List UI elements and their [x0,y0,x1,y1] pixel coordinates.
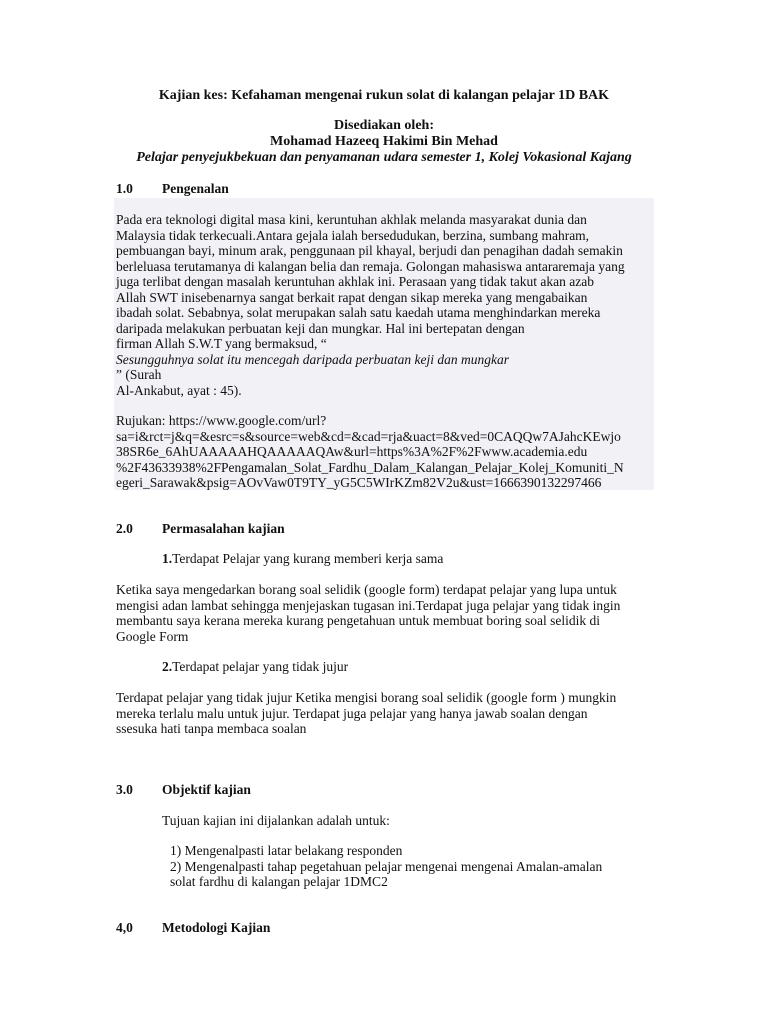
intro-line: ibadah solat. Sebabnya, solat merupakan salah satu kaedah utama menghindarkan mereka [116,305,601,320]
section-1-heading [116,181,229,197]
section-title: Objektif kajian [162,782,251,797]
problem-2-paragraph [116,690,654,737]
section-3-heading [116,782,251,798]
document-title: Kajian kes: Kefahaman mengenai rukun solat di kalangan pelajar 1D BAK [158,88,610,103]
section-number: 1.0 [116,181,133,196]
problem-number: 1. [162,551,173,566]
intro-line: ” (Surah [116,367,162,382]
intro-line: Malaysia tidak terkecuali.Antara gejala ialah bersedudukan, berzina, sumbang mahram, [116,227,590,243]
section-4-heading [116,920,270,936]
intro-line: Pada era teknologi digital masa kini, keruntuhan akhlak melanda masyarakat dunia dan [116,212,587,227]
problem-line: Google Form [116,628,189,644]
section-title: Permasalahan kajian [162,521,285,536]
objective-item: 1) Mengenalpasti latar belakang responden [170,843,403,858]
intro-line: pembuangan bayi, minum arak, penggunaan pil khayal, berjudi dan penagihan dadah semakin [116,243,623,258]
problem-line: mengisi adan lambat sehingga menjejaskan tugasan ini.Terdapat juga pelajar yang tidak ingin [116,597,621,613]
problem-line: ssesuka hati tanpa membaca soalan [116,721,307,736]
reference-line: sa=i&rct=j&q=&esrc=s&source=web&cd=&cad=rja&uact=8&ved=0CAQQw7AJahcKEwjo [116,428,621,444]
objective-item: solat fardhu di kalangan pelajar 1DMC2 [170,874,388,889]
objective-item: 2) Mengenalpasti tahap pegetahuan pelajar mengenai mengenai Amalan-amalan [170,858,603,874]
intro-line: berleluasa terutamanya di kalangan belia dan remaja. Golongan mahasiswa antararemaja yang [116,258,625,274]
problem-line: mereka terlalu malu untuk jujur. Terdapat juga pelajar yang hanya jawab soalan dengan [116,705,588,721]
problem-line: Terdapat pelajar yang tidak jujur Ketika mengisi borang soal selidik (google form ) mungkin [116,690,617,705]
problem-line: Ketika saya mengedarkan borang soal selidik (google form) terdapat pelajar yang lupa untuk [116,582,617,597]
intro-line: daripada melakukan perbuatan keji dan mungkar. Hal ini bertepatan dengan [116,320,525,336]
reference-line: Rujukan: https://www.google.com/url? [116,413,327,428]
problem-1-title [162,551,443,567]
problem-1-paragraph [116,582,654,644]
intro-line: Allah SWT inisebenarnya sangat berkait rapat dengan sikap mereka yang mengabaikan [116,289,588,305]
intro-line: juga terlibat dengan masalah keruntuhan akhlak ini. Perasaan yang tidak takut akan azab [116,274,594,289]
section-title: Pengenalan [162,181,229,196]
section-title: Metodologi Kajian [162,920,271,935]
reference-block [116,413,654,491]
reference-line: %2F43633938%2FPengamalan_Solat_Fardhu_Dalam_Kalangan_Pelajar_Kolej_Komuniti_N [116,459,624,475]
prepared-by-label: Disediakan oleh: [334,118,434,133]
intro-line: firman Allah S.W.T yang bermaksud, “ [116,336,327,351]
section-2-heading [116,521,285,537]
intro-paragraph [116,212,654,398]
objectives-intro: Tujuan kajian ini dijalankan adalah untuk: [162,813,390,828]
section-number: 3.0 [116,782,133,797]
quran-quote: Sesungguhnya solat itu mencegah daripada perbuatan keji dan mungkar [116,351,509,367]
intro-line: Al-Ankabut, ayat : 45). [116,382,242,398]
section-number: 4,0 [116,920,133,935]
reference-line: 38SR6e_6AhUAAAAAHQAAAAAQAw&url=https%3A%2F%2Fwww.academia.edu [116,444,588,459]
problem-title: Terdapat pelajar yang tidak jujur [172,659,349,674]
section-number: 2.0 [116,521,133,536]
reference-line: egeri_Sarawak&psig=AOvVaw0T9TY_yG5C5WIrKZm82V2u&ust=1666390132297466 [116,475,602,490]
problem-title: Terdapat Pelajar yang kurang memberi kerja sama [172,551,444,566]
problem-number: 2. [162,659,173,674]
problem-2-title [162,659,348,675]
author-name: Mohamad Hazeeq Hakimi Bin Mehad [270,134,498,149]
problem-line: membantu saya kerana mereka kurang pengetahuan untuk membuat boring soal selidik di [116,613,600,628]
author-affiliation: Pelajar penyejukbekuan dan penyamanan udara semester 1, Kolej Vokasional Kajang [136,150,632,165]
objectives-list [170,843,602,890]
